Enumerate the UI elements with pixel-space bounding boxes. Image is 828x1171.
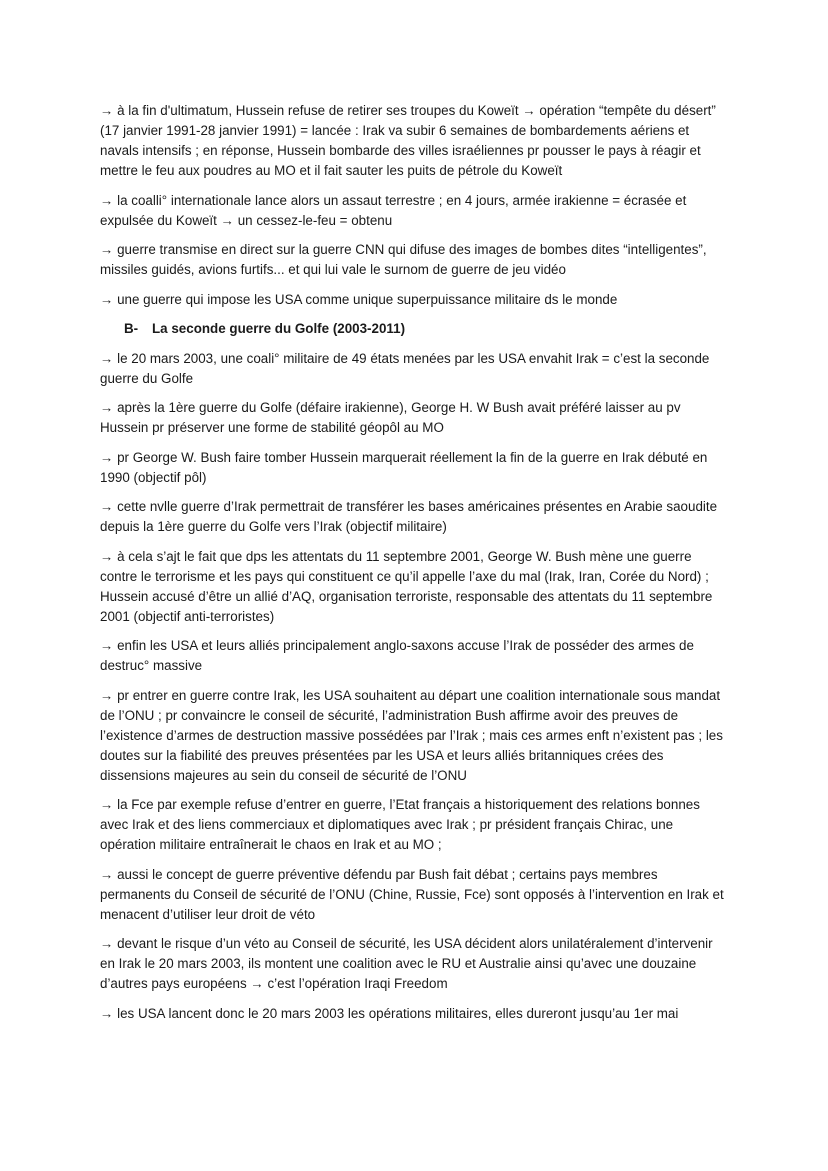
paragraph-cnn-coverage: → guerre transmise en direct sur la guerre CNN qui difuse des images de bombes dites “intelligentes”, missiles guidés, avions furtifs... et qui lui vale le surnom de guerre de jeu vidéo <box>100 242 707 277</box>
paragraph-wmd-accusation: → enfin les USA et leurs alliés principalement anglo-saxons accuse l’Irak de posséder des armes de destruc° massive <box>100 638 694 673</box>
paragraph-un-mandate: → pr entrer en guerre contre Irak, les USA souhaitent au départ une coalition internationale sous mandat de l’ONU ; pr convaincre le conseil de sécurité, l’administration Bush affirme avoir des preuves de l’existence d’armes de destruction massive possédées par l’Irak ; mais ces armes enft n’existent pas ; les doutes sur la fiabilité des preuves présentées par les USA et leurs alliés britanniques crées des dissensions majeures au sein du conseil de sécurité de l’ONU <box>100 687 723 783</box>
section-heading <box>100 319 730 339</box>
paragraph-military-operations: → les USA lancent donc le 20 mars 2003 les opérations militaires, elles dureront jusqu’au 1er mai <box>100 1005 679 1021</box>
paragraph-political-objective: → pr George W. Bush faire tomber Hussein marquerait réellement la fin de la guerre en Irak débuté en 1990 (objectif pôl) <box>100 449 708 485</box>
document-body <box>100 101 730 1033</box>
section-heading-title: La seconde guerre du Golfe (2003-2011) <box>152 321 406 336</box>
paragraph-military-objective: → cette nvlle guerre d’Irak permettrait de transférer les bases américaines présentes en Arabie saoudite depuis la 1ère guerre du Golfe vers l’Irak (objectif militaire) <box>100 499 718 534</box>
paragraph-first-gulf-war: → après la 1ère guerre du Golfe (défaire irakienne), George H. W Bush avait préféré laisser au pv Hussein pr préserver une forme de stabilité géopôl au MO <box>100 400 681 435</box>
paragraph-ultimatum: → à la fin d'ultimatum, Hussein refuse de retirer ses troupes du Koweït → opération “tempête du désert” (17 janvier 1991-28 janvier 1991) = lancée : Irak va subir 6 semaines de bombardements aériens et navals intensifs ; en réponse, Hussein bombarde des villes israéliennes pr pousser le pays à réagir et mettre le feu aux poudres au MO et il fait sauter les puits de pétrole du Koweït <box>100 103 716 178</box>
paragraph-anti-terrorist-objective: → à cela s’ajt le fait que dps les attentats du 11 septembre 2001, George W. Bush mène une guerre contre le terrorisme et les pays qui constituent ce qu’il appelle l’axe du mal (Irak, Iran, Corée du Nord) ; Hussein accusé d’être un allié d’AQ, organisation terroriste, responsable des attentats du 11 septembre 2001 (objectif anti-terroristes) <box>100 548 713 624</box>
paragraph-preventive-war: → aussi le concept de guerre préventive défendu par Bush fait débat ; certains pays membres permanents du Conseil de sécurité de l’ONU (Chine, Russie, Fce) sont opposés à l’intervention en Irak et menacent d’utiliser leur droit de véto <box>100 866 724 922</box>
paragraph-ground-assault: → la coalli° internationale lance alors un assaut terrestre ; en 4 jours, armée irakienne = écrasée et expulsée du Koweït → un cessez-le-feu = obtenu <box>100 192 687 228</box>
section-heading-letter: B- <box>124 321 139 336</box>
paragraph-iraqi-freedom: → devant le risque d’un véto au Conseil de sécurité, les USA décident alors unilatéralement d’intervenir en Irak le 20 mars 2003, ils montent une coalition avec le RU et Australie ainsi qu’avec une douzaine d’autres pays européens → c’est l’opération Iraqi Freedom <box>100 936 713 991</box>
paragraph-france-refusal: → la Fce par exemple refuse d’entrer en guerre, l’Etat français a historiquement des relations bonnes avec Irak et des liens commerciaux et diplomatiques avec Irak ; pr président français Chirac, une opération militaire entraînerait le chaos en Irak et au MO ; <box>100 797 700 852</box>
paragraph-invasion: → le 20 mars 2003, une coali° militaire de 49 états menées par les USA envahit Irak = c’est la seconde guerre du Golfe <box>100 350 710 386</box>
paragraph-superpower: → une guerre qui impose les USA comme unique superpuissance militaire ds le monde <box>100 291 618 307</box>
